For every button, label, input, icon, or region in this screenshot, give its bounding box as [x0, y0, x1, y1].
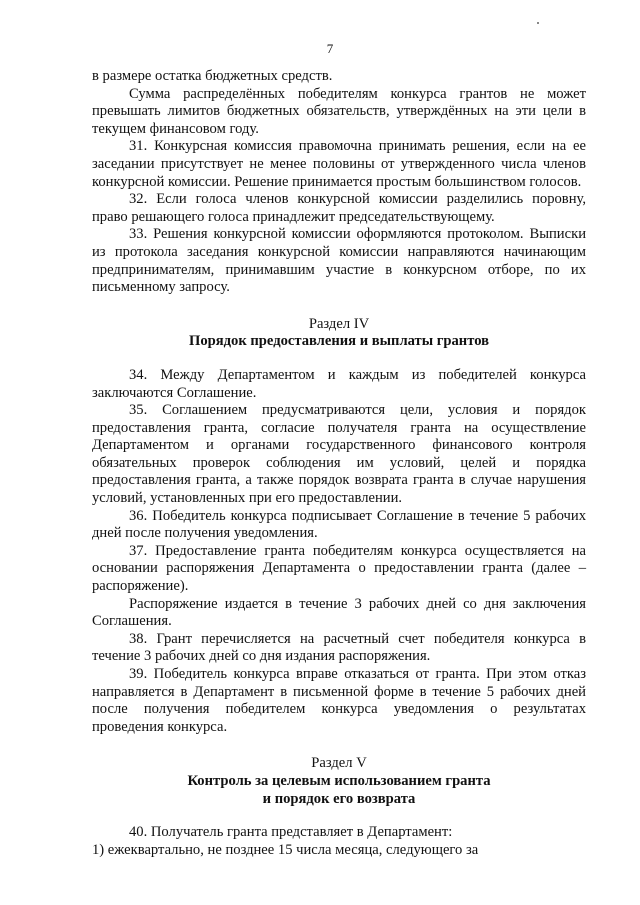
paragraph-continuation: в размере остатка бюджетных средств.: [92, 68, 333, 84]
paragraph-33: 33. Решения конкурсной комиссии оформляются протоколом. Выписки из протокола заседания конкурсной комиссии направляются начинающим предпринимателям, принимавшим участие в конкурсном отборе, по их письменному запросу.: [92, 226, 586, 296]
paragraph-34: 34. Между Департаментом и каждым из победителей конкурса заключаются Соглашение.: [92, 366, 586, 401]
section-5-title-line2: и порядок его возврата: [262, 790, 416, 807]
section-4-title: Порядок предоставления и выплаты грантов: [188, 333, 490, 350]
section-5-label: Раздел V: [311, 755, 367, 772]
paragraph-order-issue: Распоряжение издается в течение 3 рабочих дней со дня заключения Соглашения.: [92, 595, 586, 630]
page-body: [92, 68, 586, 859]
paragraph-39: 39. Победитель конкурса вправе отказаться от гранта. При этом отказ направляется в Департамент в письменной форме в течение 5 рабочих дней после получения победителем конкурса уведомления о результатах проведения конкурса.: [92, 666, 586, 735]
paragraph-40-item-1: 1) ежеквартально, не позднее 15 числа месяца, следующего за: [92, 841, 479, 858]
scan-speck: [537, 22, 539, 24]
paragraph-grant-limit: Сумма распределённых победителям конкурса грантов не может превышать лимитов бюджетных обязательств, утверждённых на эти цели в текущем финансовом году.: [92, 85, 586, 137]
paragraph-37: 37. Предоставление гранта победителям конкурса осуществляется на основании распоряжения Департамента о предоставлении гранта (далее – распоряжение).: [92, 542, 586, 595]
page-number: 7: [326, 41, 334, 56]
paragraph-36: 36. Победитель конкурса подписывает Соглашение в течение 5 рабочих дней после получения уведомления.: [92, 507, 586, 542]
paragraph-40: 40. Получатель гранта представляет в Департамент:: [129, 824, 453, 841]
paragraph-38: 38. Грант перечисляется на расчетный счет победителя конкурса в течение 3 рабочих дней со дня издания распоряжения.: [92, 630, 586, 665]
paragraph-32: 32. Если голоса членов конкурсной комиссии разделились поровну, право решающего голоса принадлежит председательствующему.: [92, 191, 586, 225]
paragraph-35: 35. Соглашением предусматриваются цели, условия и порядок предоставления гранта, согласие получателя гранта на осуществление Департаментом и органами государственного финансового контроля обязательных проверок соблюдения им условий, целей и порядка предоставления гранта, а также порядок возврата гранта в случае нарушения условий, установленных при его предоставлении.: [92, 402, 586, 507]
paragraph-31: 31. Конкурсная комиссия правомочна принимать решения, если на ее заседании присутствует не менее половины от утвержденного числа членов конкурсной комиссии. Решение принимается простым большинством голосов.: [92, 138, 586, 190]
section-4-label: Раздел IV: [308, 315, 370, 332]
section-5-title-line1: Контроль за целевым использованием гранта: [187, 772, 491, 789]
